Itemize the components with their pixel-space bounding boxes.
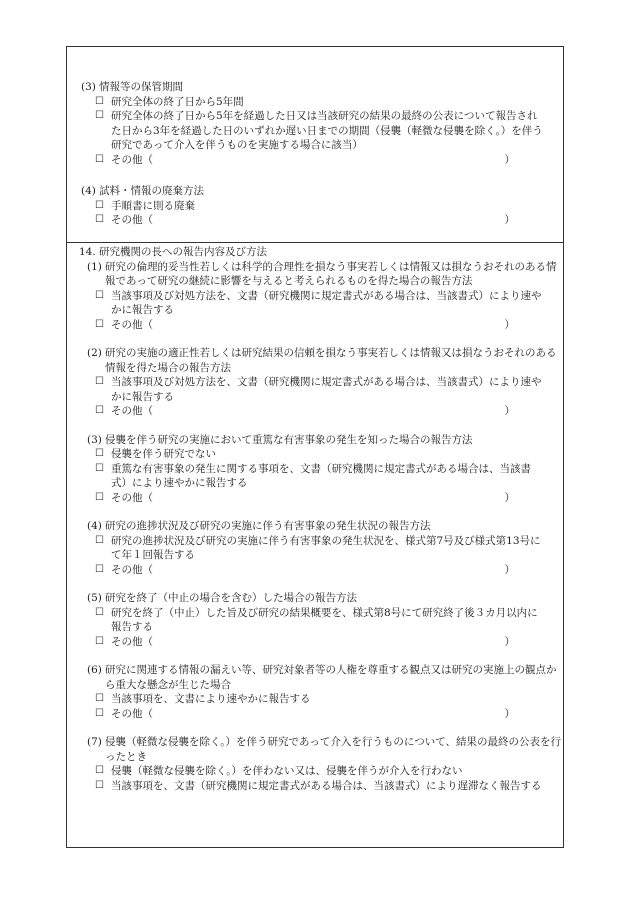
- subsection-2-heading: (2) 研究の実施の適正性若しくは研究結果の信頼を損なう事実若しくは情報又は損なうおそれのある情報を得た場合の報告方法: [87, 347, 557, 374]
- subsection-4-heading: (4) 研究の進捗状況及び研究の実施に伴う有害事象の発生状況の報告方法: [87, 520, 431, 532]
- subsection-7-heading: (7) 侵襲（軽微な侵襲を除く。）を伴う研究であって介入を行うものについて、結果の最終の公表を行ったとき: [87, 736, 562, 763]
- subsection-6-heading: (6) 研究に関連する情報の漏えい等、研究対象者等の人権を尊重する観点又は研究の実施上の観点から重大な懸念が生じた場合: [87, 664, 557, 691]
- option-procedure-disposal[interactable]: ☐ 手順書に則る廃棄: [95, 199, 195, 212]
- checkbox-icon[interactable]: ☐: [95, 110, 104, 121]
- subsection-4: [87, 519, 563, 577]
- s7-option-document-report[interactable]: ☐ 当該事項を、文書（研究機関に規定書式がある場合は、当該書式）により遅滞なく報告する: [95, 779, 542, 792]
- checkbox-icon[interactable]: ☐: [95, 214, 104, 225]
- checkbox-icon[interactable]: ☐: [95, 462, 104, 474]
- subsection-2: [87, 346, 563, 419]
- subsection-5-heading: (5) 研究を終了（中止の場合を含む）した場合の報告方法: [87, 592, 357, 604]
- checkbox-icon[interactable]: ☐: [95, 318, 104, 330]
- item-14-title: 14. 研究機関の長への報告内容及び方法: [79, 246, 268, 258]
- checkbox-icon[interactable]: ☐: [95, 534, 104, 546]
- option-extended-period[interactable]: ☐ 研究全体の終了日から5年を経過した日又は当該研究の結果の最終の公表について報告された日から3年を経過した日のいずれか遅い日までの期間（侵襲（軽微な侵襲を除く。）を伴う研究であって介入を伴うものを実施する場合に該当）: [95, 110, 543, 151]
- s3-option-not-invasive[interactable]: ☐ 侵襲を伴う研究でない: [95, 448, 216, 460]
- s4-option-other[interactable]: ☐ その他（ ）: [95, 563, 515, 576]
- checkbox-icon[interactable]: ☐: [95, 779, 104, 791]
- subsection-1-heading: (1) 研究の倫理的妥当性若しくは科学的合理性を損なう事実若しくは情報又は損なうおそれのある情報であって研究の継続に影響を与えると考えられるものを得た場合の報告方法: [87, 260, 557, 287]
- checkbox-icon[interactable]: ☐: [95, 635, 104, 647]
- subsection-6: [87, 663, 563, 721]
- disposal-method-heading: (4) 試料・情報の廃棄方法: [81, 185, 204, 197]
- s3-option-other[interactable]: ☐ その他（ ）: [95, 491, 515, 504]
- section-storage-period: [81, 80, 563, 167]
- s1-option-other[interactable]: ☐ その他（ ）: [95, 318, 515, 331]
- checkbox-icon[interactable]: ☐: [95, 765, 104, 776]
- subsection-7: [87, 735, 563, 793]
- checkbox-icon[interactable]: ☐: [95, 376, 104, 387]
- subsection-3-heading: (3) 侵襲を伴う研究の実施において重篤な有害事象の発生を知った場合の報告方法: [87, 433, 473, 446]
- section-14-reporting: [73, 245, 563, 793]
- checkbox-icon[interactable]: ☐: [95, 563, 104, 575]
- checkbox-icon[interactable]: ☐: [95, 405, 104, 416]
- s2-option-other[interactable]: ☐ その他（ ）: [95, 405, 515, 417]
- option-other[interactable]: ☐ その他（ ）: [95, 214, 515, 226]
- option-other[interactable]: ☐ その他（ ）: [95, 153, 515, 166]
- subsection-5: [87, 591, 563, 649]
- s5-option-other[interactable]: ☐ その他（ ）: [95, 635, 515, 648]
- s7-option-no-intervention[interactable]: ☐ 侵襲（軽微な侵襲を除く。）を伴わない又は、侵襲を伴うが介入を行わない: [95, 765, 463, 777]
- s1-option-document-report[interactable]: ☐ 当該事項及び対処方法を、文書（研究機関に規定書式がある場合は、当該書式）により速やかに報告する: [95, 289, 542, 316]
- s5-option-completion-report[interactable]: ☐ 研究を終了（中止）した旨及び研究の結果概要を、様式第8号にて研究終了後３カ月以内に報告する: [95, 606, 538, 633]
- section-divider: [67, 242, 563, 243]
- s3-option-document-report[interactable]: ☐ 重篤な有害事象の発生に関する事項を、文書（研究機関に規定書式がある場合は、当該書式）により速やかに報告する: [95, 462, 531, 489]
- s2-option-document-report[interactable]: ☐ 当該事項及び対処方法を、文書（研究機関に規定書式がある場合は、当該書式）により速やかに報告する: [95, 376, 542, 403]
- checkbox-icon[interactable]: ☐: [95, 448, 104, 459]
- section-disposal-method: [81, 184, 563, 228]
- checkbox-icon[interactable]: ☐: [95, 153, 104, 165]
- storage-period-heading: (3) 情報等の保管期間: [81, 81, 183, 93]
- checkbox-icon[interactable]: ☐: [95, 199, 104, 211]
- checkbox-icon[interactable]: ☐: [95, 289, 104, 301]
- checkbox-icon[interactable]: ☐: [95, 693, 104, 704]
- checkbox-icon[interactable]: ☐: [95, 606, 104, 618]
- checkbox-icon[interactable]: ☐: [95, 95, 104, 107]
- s4-option-annual-report[interactable]: ☐ 研究の進捗状況及び研究の実施に伴う有害事象の発生状況を、様式第7号及び様式第13号にて年１回報告する: [95, 534, 541, 561]
- document-frame: [66, 46, 564, 848]
- option-5-years[interactable]: ☐ 研究全体の終了日から5年間: [95, 95, 244, 108]
- s6-option-document-report[interactable]: ☐ 当該事項を、文書により速やかに報告する: [95, 693, 311, 705]
- subsection-1: [87, 260, 563, 333]
- checkbox-icon[interactable]: ☐: [95, 707, 104, 719]
- s6-option-other[interactable]: ☐ その他（ ）: [95, 707, 515, 720]
- checkbox-icon[interactable]: ☐: [95, 491, 104, 503]
- subsection-3: [87, 433, 563, 506]
